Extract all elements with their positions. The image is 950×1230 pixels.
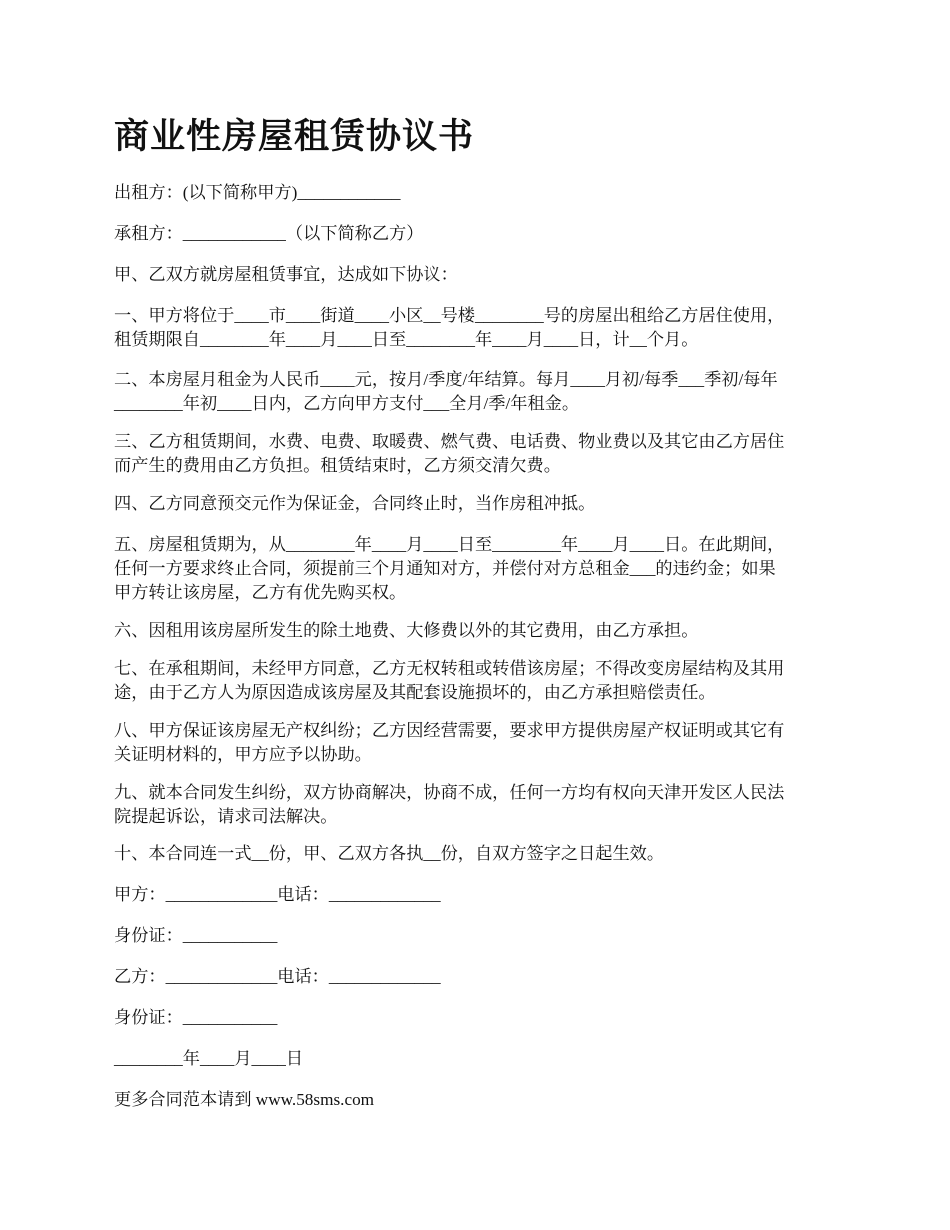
clause-9-line-2: 院提起诉讼，请求司法解决。 <box>114 807 338 826</box>
clause-8 <box>114 719 844 767</box>
clause-5-line-3: 甲方转让该房屋，乙方有优先购买权。 <box>114 583 407 602</box>
clause-9 <box>114 781 844 829</box>
clause-4-line-1: 四、乙方同意预交元作为保证金，合同终止时，当作房租冲抵。 <box>114 494 596 513</box>
clause-10-line-1: 十、本合同连一式__份，甲、乙双方各执__份，自双方签字之日起生效。 <box>114 844 665 863</box>
lessee-line: 承租方：____________（以下简称乙方） <box>114 224 424 243</box>
clause-1-line-1: 一、甲方将位于____市____街道____小区__号楼________号的房屋出租给乙方居住使用， <box>114 306 785 325</box>
clause-1 <box>114 304 844 352</box>
clause-5-line-1: 五、房屋租赁期为，从________年____月____日至________年____月____日。在此期间， <box>114 535 785 554</box>
party-a-id-line: 身份证：___________ <box>114 926 278 945</box>
footer-link-line: 更多合同范本请到 www.58sms.com <box>114 1090 375 1109</box>
intro-line: 甲、乙双方就房屋租赁事宜，达成如下协议： <box>114 265 458 284</box>
clause-8-line-2: 关证明材料的，甲方应予以协助。 <box>114 745 372 764</box>
party-b-line: 乙方：_____________电话：_____________ <box>114 967 441 986</box>
clause-2-line-2: ________年初____日内，乙方向甲方支付___全月/季/年租金。 <box>114 394 580 413</box>
clause-10 <box>114 842 844 866</box>
clause-6-line-1: 六、因租用该房屋所发生的除土地费、大修费以外的其它费用，由乙方承担。 <box>114 621 699 640</box>
clause-7-line-2: 途，由于乙方人为原因造成该房屋及其配套设施损坏的，由乙方承担赔偿责任。 <box>114 683 716 702</box>
clause-8-line-1: 八、甲方保证该房屋无产权纠纷；乙方因经营需要，要求甲方提供房屋产权证明或其它有 <box>114 721 785 740</box>
clause-1-line-2: 租赁期限自________年____月____日至________年____月____日，计__个月。 <box>114 330 699 349</box>
party-a-line: 甲方：_____________电话：_____________ <box>114 885 441 904</box>
clause-2-line-1: 二、本房屋月租金为人民币____元，按月/季度/年结算。每月____月初/每季___季初/每年 <box>114 370 778 389</box>
document-title: 商业性房屋租赁协议书 <box>114 117 475 156</box>
party-b-id-line: 身份证：___________ <box>114 1008 278 1027</box>
clause-6 <box>114 619 844 643</box>
clause-9-line-1: 九、就本合同发生纠纷，双方协商解决，协商不成，任何一方均有权向天津开发区人民法 <box>114 783 785 802</box>
clause-2 <box>114 368 844 416</box>
sign-date-line: ________年____月____日 <box>114 1049 304 1068</box>
clause-5-line-2: 任何一方要求终止合同，须提前三个月通知对方，并偿付对方总租金___的违约金；如果 <box>114 559 776 578</box>
clause-7 <box>114 657 844 705</box>
clause-3-line-2: 而产生的费用由乙方负担。租赁结束时，乙方须交清欠费。 <box>114 456 561 475</box>
clause-3-line-1: 三、乙方租赁期间，水费、电费、取暖费、燃气费、电话费、物业费以及其它由乙方居住 <box>114 432 785 451</box>
clause-4 <box>114 492 844 516</box>
lessor-line: 出租方：(以下简称甲方)____________ <box>114 183 401 202</box>
clause-7-line-1: 七、在承租期间，未经甲方同意，乙方无权转租或转借该房屋；不得改变房屋结构及其用 <box>114 659 785 678</box>
clause-5 <box>114 533 844 605</box>
clause-3 <box>114 430 844 478</box>
